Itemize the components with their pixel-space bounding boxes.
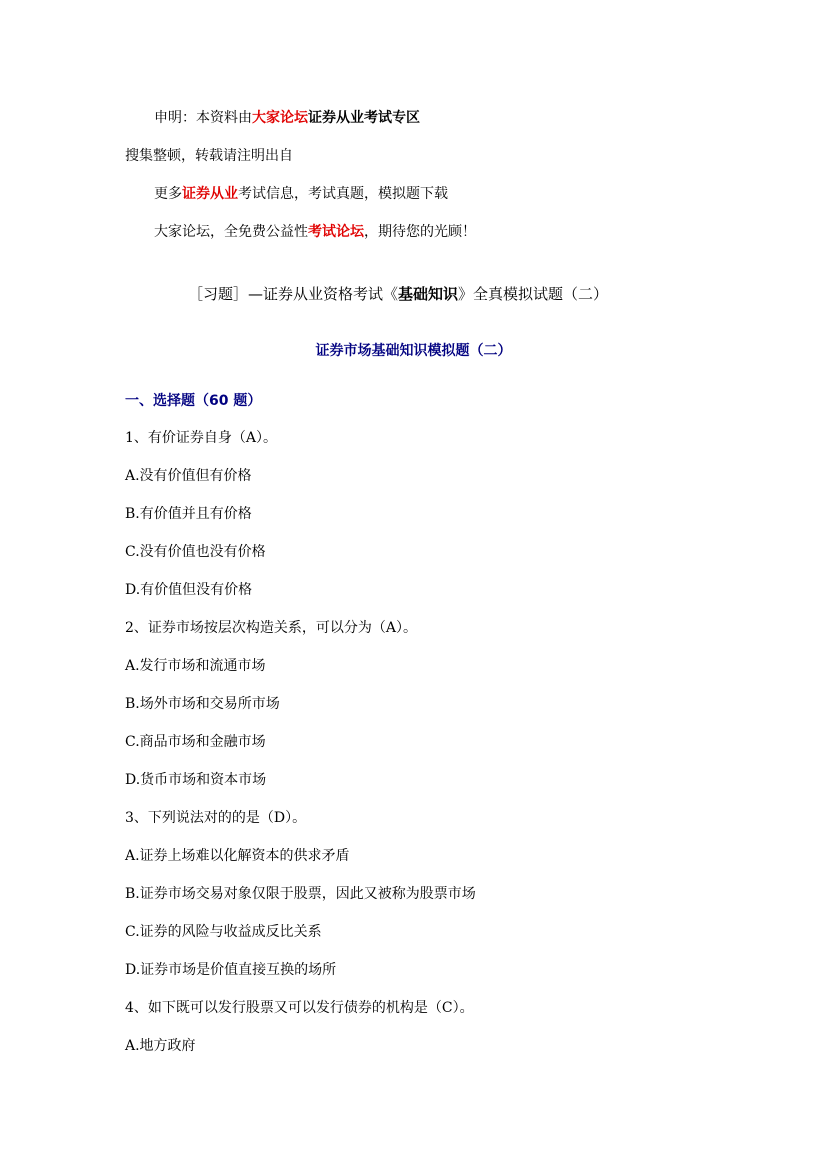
question-1: 1、有价证券自身（A）。 (125, 430, 278, 446)
option-1b: B.有价值并且有价格 (125, 506, 252, 522)
title-bold: 基础知识 (398, 285, 459, 303)
disclaimer-line-2: 搜集整顿，转载请注明出自 (125, 148, 293, 164)
option-2b: B.场外市场和交易所市场 (125, 696, 280, 712)
option-3a: A.证券上场难以化解资本的供求矛盾 (125, 848, 350, 864)
more-suffix: 考试信息，考试真题，模拟题下载 (238, 186, 448, 202)
option-1a: A.没有价值但有价格 (125, 468, 252, 484)
disclaimer-prefix: 申明：本资料由 (154, 110, 252, 126)
subtitle: 证券市场基础知识模拟题（二） (315, 343, 512, 359)
securities-highlight: 证券从业 (182, 186, 238, 202)
option-3c: C.证券的风险与收益成反比关系 (125, 924, 322, 940)
disclaimer-line-1 (154, 108, 420, 128)
option-2c: C.商品市场和金融市场 (125, 734, 266, 750)
forum-prefix: 大家论坛，全免费公益性 (154, 224, 308, 240)
exam-forum-highlight: 考试论坛 (308, 224, 364, 240)
exam-zone-name: 证券从业考试专区 (308, 110, 420, 126)
question-4: 4、如下既可以发行股票又可以发行债券的机构是（C）。 (125, 1000, 474, 1016)
option-3b: B.证券市场交易对象仅限于股票，因此又被称为股票市场 (125, 886, 476, 902)
option-3d: D.证券市场是价值直接互换的场所 (125, 962, 337, 978)
document-title (188, 284, 608, 304)
title-suffix: 》全真模拟试题（二） (458, 285, 609, 303)
forum-name-highlight: 大家论坛 (252, 110, 308, 126)
option-4a: A.地方政府 (125, 1038, 196, 1054)
disclaimer-line-3 (154, 184, 448, 204)
option-1d: D.有价值但没有价格 (125, 582, 253, 598)
option-1c: C.没有价值也没有价格 (125, 544, 266, 560)
disclaimer-line-4 (154, 222, 476, 242)
forum-suffix: ，期待您的光顾！ (364, 224, 476, 240)
title-prefix: ［习题］—证券从业资格考试《 (188, 285, 399, 303)
question-2: 2、证券市场按层次构造关系，可以分为（A）。 (125, 620, 418, 636)
question-3: 3、下列说法对的的是（D）。 (125, 810, 307, 826)
section-heading: 一、选择题（60 题） (125, 393, 262, 409)
more-prefix: 更多 (154, 186, 182, 202)
option-2d: D.货币市场和资本市场 (125, 772, 267, 788)
option-2a: A.发行市场和流通市场 (125, 658, 266, 674)
